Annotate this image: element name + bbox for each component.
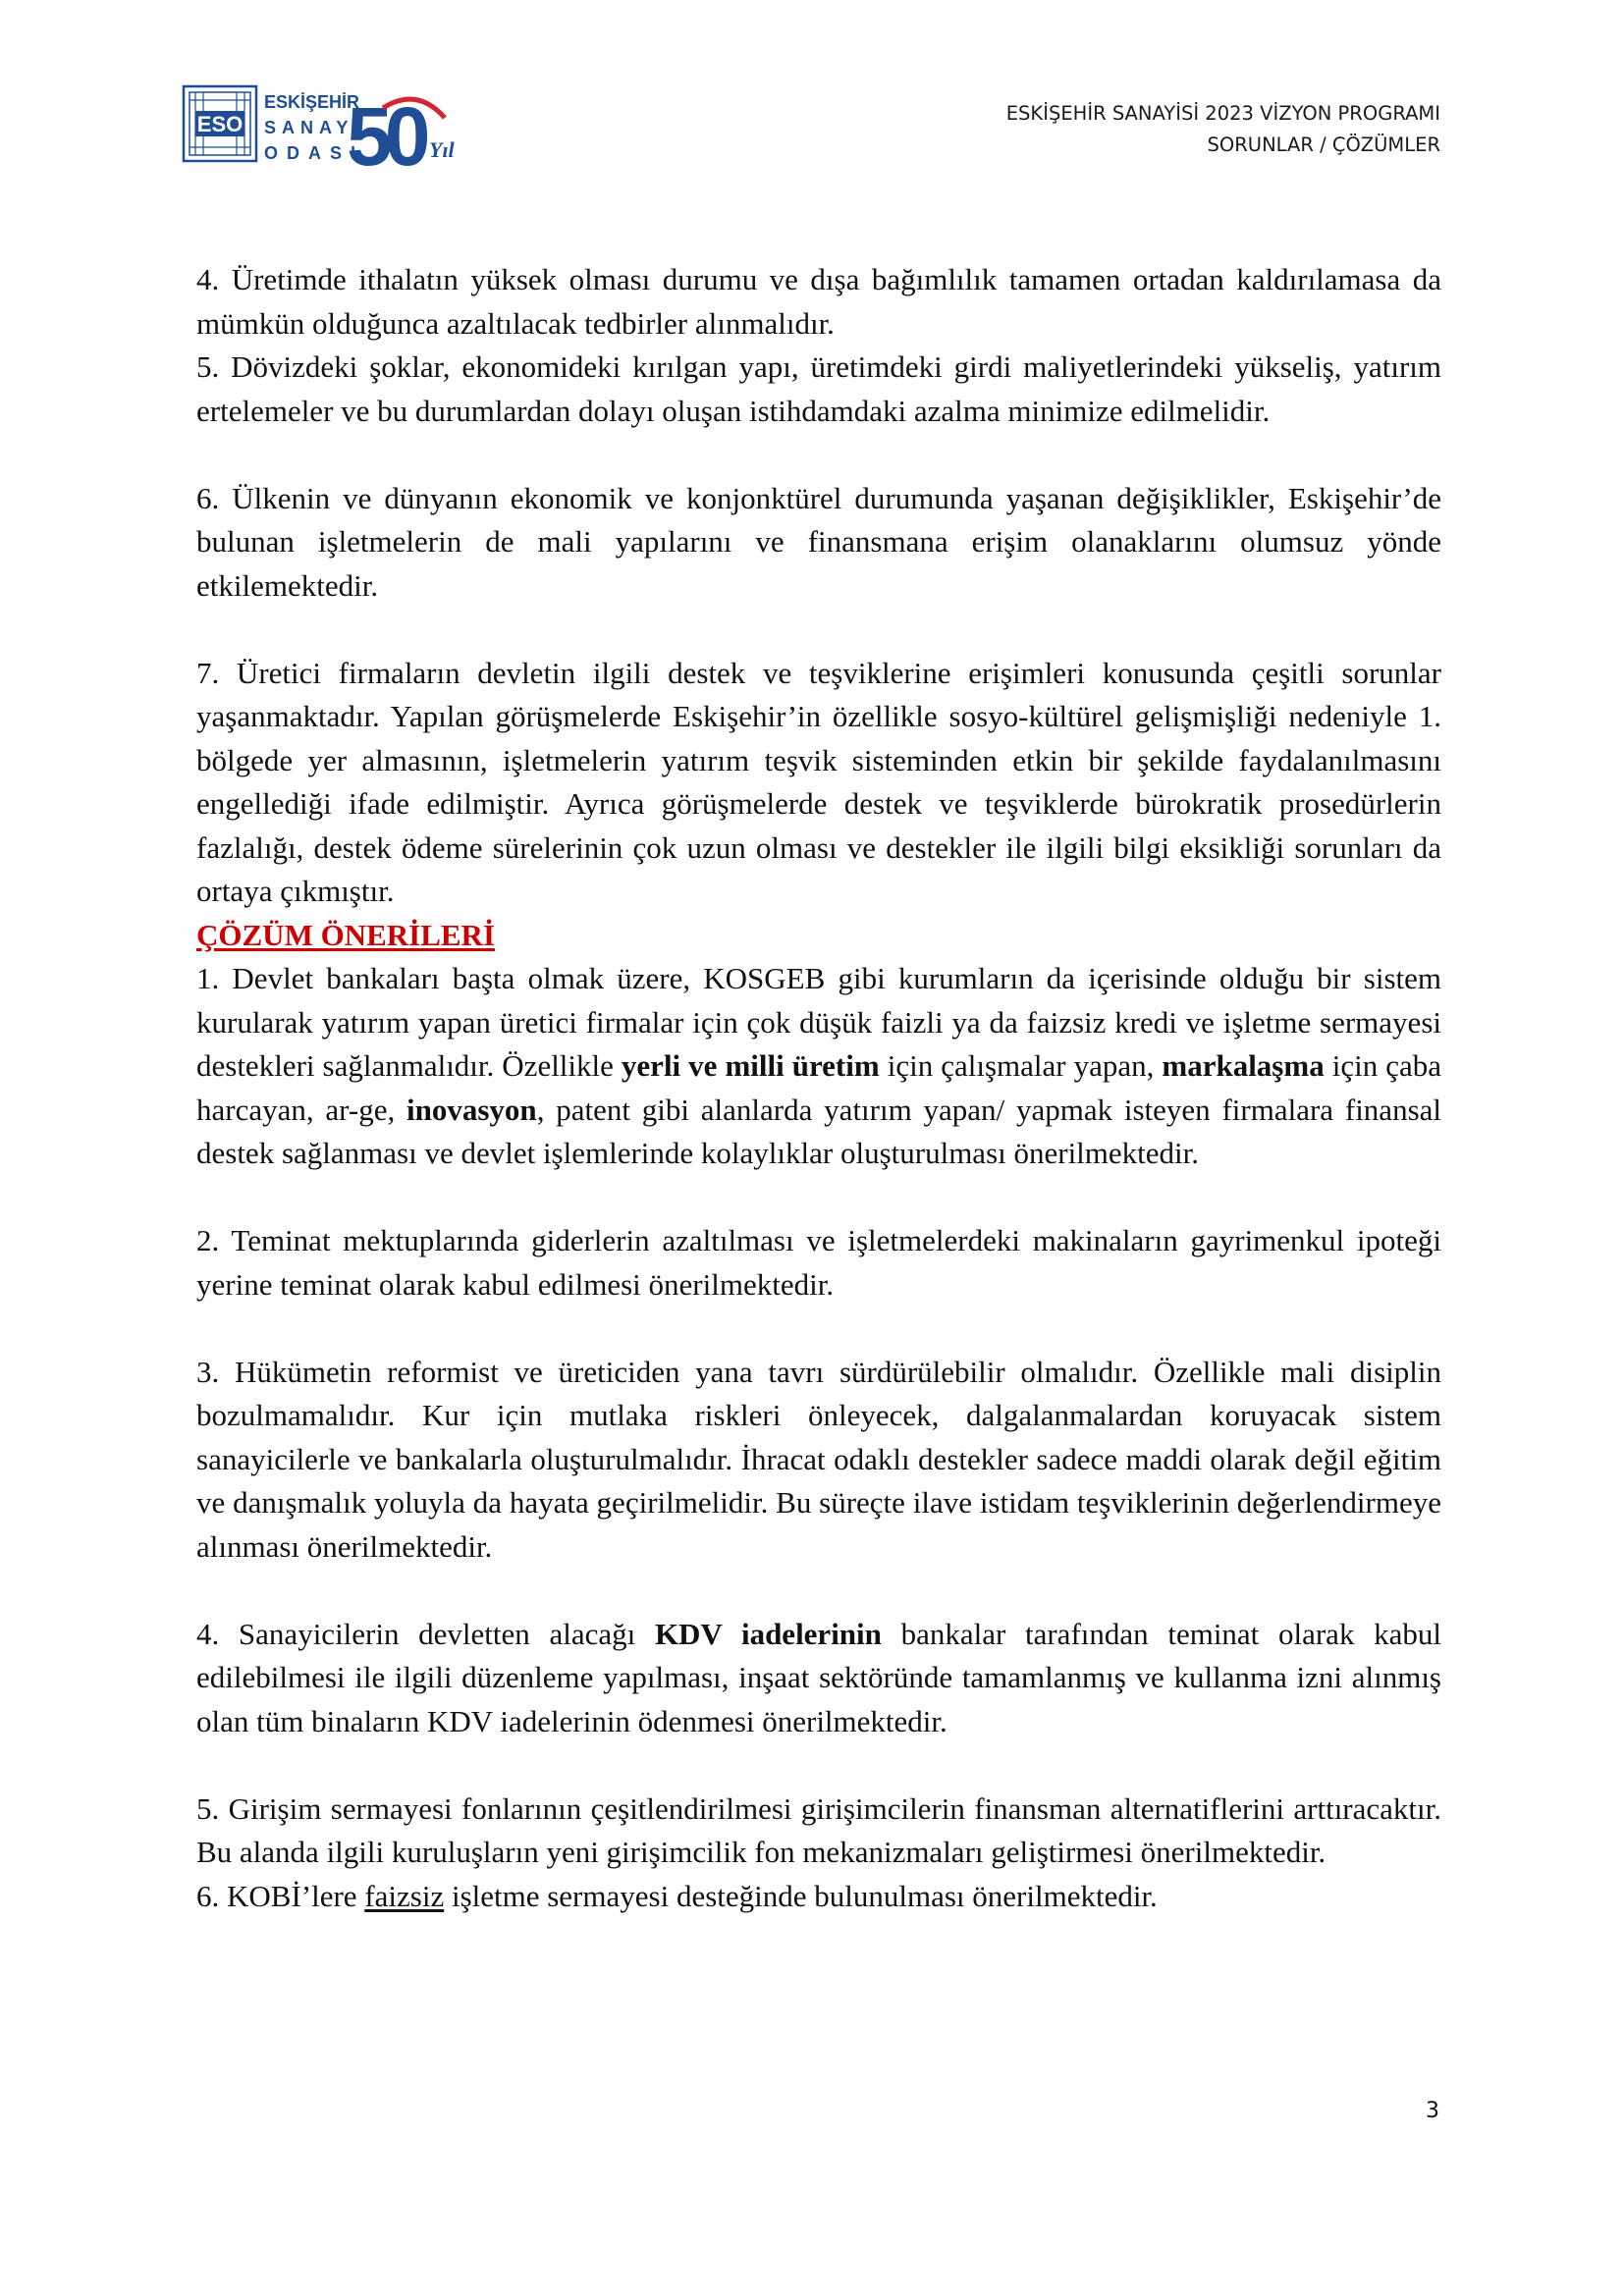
solution-1-text-b: için çalışmalar yapan, [879, 1048, 1163, 1083]
solution-paragraph-4 [196, 1613, 1441, 1744]
logo-line-1: ESKİŞEHİR [264, 92, 360, 112]
problem-paragraph-6: 6. Ülkenin ve dünyanın ekonomik ve konjonktürel durumunda yaşanan değişiklikler, Eskişehir’de bulunan işletmelerin de mali yapılarını ve finansmana erişim olanaklarını olumsuz yönde etkilemektedir. [196, 480, 1441, 603]
solution-4-text-a: 4. Sanayicilerin devletten alacağı [196, 1616, 655, 1651]
logo-anniversary-number: 50 [347, 90, 423, 177]
logo-anniversary-word: Yıl [429, 137, 455, 162]
problem-paragraph-4: 4. Üretimde ithalatın yüksek olması durumu ve dışa bağımlılık tamamen ortadan kaldırılamasa da mümkün olduğunca azaltılacak tedbirler alınmalıdır. [196, 262, 1441, 341]
solution-6-text-b: işletme sermayesi desteğinde bulunulması önerilmektedir. [444, 1878, 1158, 1913]
document-body [196, 258, 1441, 1918]
eso-50-year-logo [182, 79, 476, 177]
header-title-line-2: SORUNLAR / ÇÖZÜMLER [1207, 133, 1440, 156]
problem-paragraph-7: 7. Üretici firmaların devletin ilgili destek ve teşviklerine erişimleri konusunda çeşitli sorunlar yaşanmaktadır. Yapılan görüşmelerde Eskişehir’in özellikle sosyo-kültürel gelişmişliği nedeniyle 1. bölgede yer almasının, işletmelerin yatırım teşvik sisteminden etkin bir şekilde faydalanılmasını engellediği ifade edilmiştir. Ayrıca görüşmelerde destek ve teşviklerde bürokratik prosedürlerin fazlalığı, destek ödeme sürelerinin çok uzun olması ve destekler ile ilgili bilgi eksikliği sorunları da ortaya çıkmıştır. [196, 655, 1441, 908]
solutions-heading: ÇÖZÜM ÖNERİLERİ [196, 917, 496, 952]
solution-paragraph-5: 5. Girişim sermayesi fonlarının çeşitlendirilmesi girişimcilerin finansman alternatiflerini arttıracaktır. Bu alanda ilgili kuruluşların yeni girişimcilik fon mekanizmaları geliştirmesi önerilmektedir. [196, 1790, 1441, 1869]
solution-1-bold-c: inovasyon [406, 1092, 537, 1127]
solution-4-text-b: bankalar tarafından teminat olarak kabul edilebilmesi ile ilgili düzenleme yapılması, inşaat sektöründe tamamlanmış ve kullanma izni alınmış olan tüm binaların KDV iadelerinin ödenmesi önerilmektedir. [196, 1616, 1441, 1738]
solution-1-text-d: , patent gibi alanlarda yatırım yapan/ yapmak isteyen firmalara finansal destek sağlanması ve devlet işlemlerinde kolaylıklar oluşturulması önerilmektedir. [196, 1092, 1441, 1170]
solution-paragraph-1 [196, 957, 1441, 1176]
solution-1-bold-a: yerli ve milli üretim [621, 1048, 880, 1083]
logo-line-3: ODASI [264, 143, 365, 163]
solution-4-bold: KDV iadelerinin [654, 1616, 882, 1651]
solution-1-text-c: için çaba harcayan, ar-ge, [196, 1048, 1441, 1127]
solution-6-text-a: 6. KOBİ’lere [196, 1878, 365, 1913]
page-number: 3 [1426, 2099, 1439, 2123]
logo-badge-text: ESO [196, 112, 244, 136]
problem-paragraph-5: 5. Dövizdeki şoklar, ekonomideki kırılgan yapı, üretimdeki girdi maliyetlerindeki yükseliş, yatırım ertelemeler ve bu durumlardan dolayı oluşan istihdamdaki azalma minimize edilmelidir. [196, 349, 1441, 428]
solution-6-underlined: faizsiz [364, 1878, 445, 1913]
solution-1-bold-b: markalaşma [1162, 1048, 1325, 1083]
logo-line-2: SANAYİ [264, 118, 365, 137]
header-title-line-1: ESKİŞEHİR SANAYİSİ 2023 VİZYON PROGRAMI [1005, 102, 1440, 125]
solution-paragraph-6 [196, 1875, 1441, 1919]
solution-1-text-a: 1. Devlet bankaları başta olmak üzere, KOSGEB gibi kurumların da içerisinde olduğu bir sistem kurularak yatırım yapan üretici firmalar için çok düşük faizli ya da faizsiz kredi ve işletme sermayesi destekleri sağlanmalıdır. Özellikle [196, 961, 1441, 1083]
running-header [1006, 98, 1440, 161]
solution-paragraph-2: 2. Teminat mektuplarında giderlerin azaltılması ve işletmelerdeki makinaların gayrimenkul ipoteği yerine teminat olarak kabul edilmesi önerilmektedir. [196, 1223, 1441, 1302]
solution-paragraph-3: 3. Hükümetin reformist ve üreticiden yana tavrı sürdürülebilir olmalıdır. Özellikle mali disiplin bozulmamalıdır. Kur için mutlaka riskleri önleyecek, dalgalanmalardan koruyacak sistem sanayicilerle ve bankalarla oluşturulmalıdır. İhracat odaklı destekler sadece maddi olarak değil eğitim ve danışmalık yoluyla da hayata geçirilmelidir. Bu süreçte ilave istidam teşviklerinin değerlendirmeye alınması önerilmektedir. [196, 1354, 1441, 1564]
